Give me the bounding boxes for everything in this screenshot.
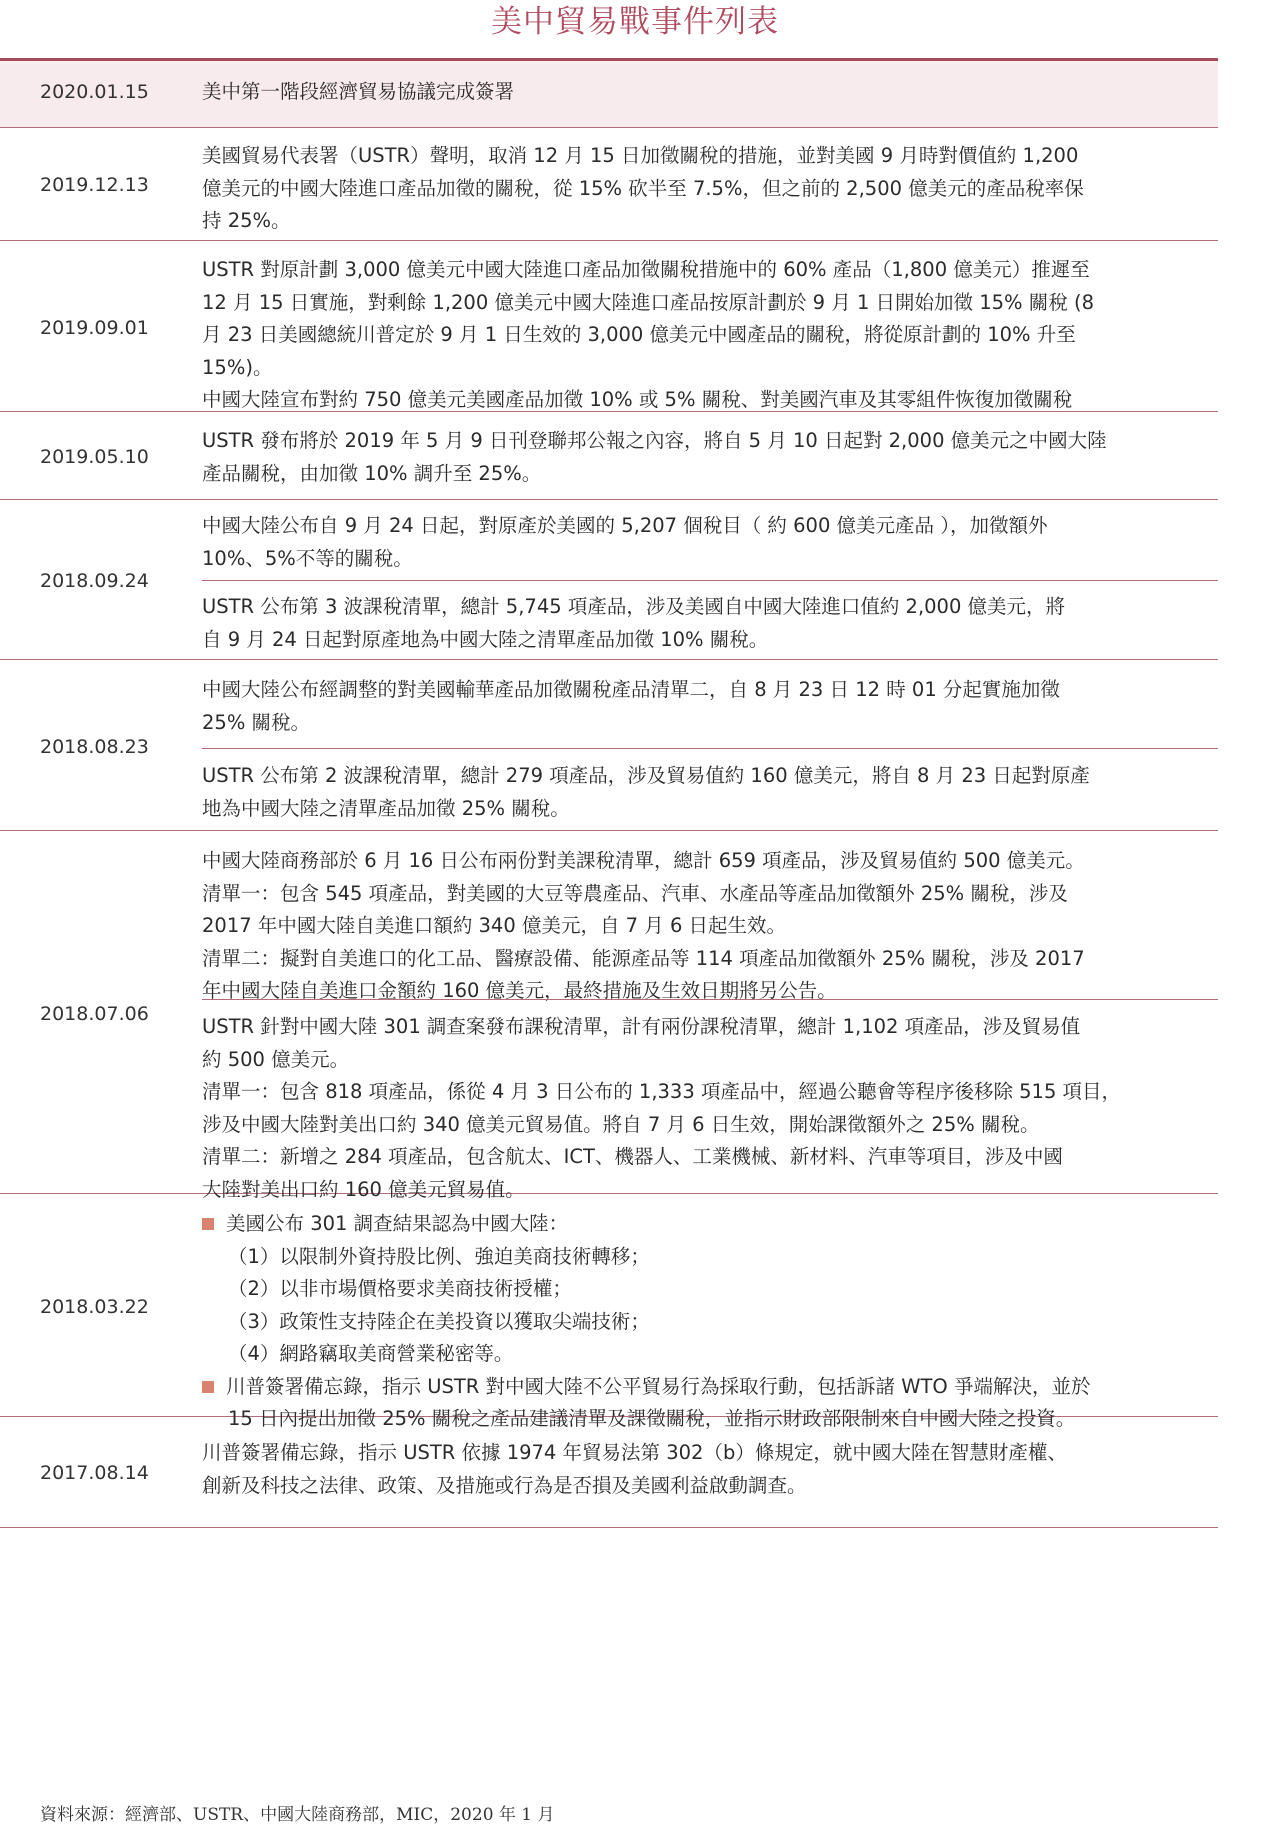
row-line: 月 23 日美國總統川普定於 9 月 1 日生效的 3,000 億美元中國產品的關稅，將從原計劃的 10% 升至: [202, 323, 1076, 346]
row-line: 中國大陸公布自 9 月 24 日起，對原產於美國的 5,207 個稅目（ 約 600 億美元產品 ），加徵額外: [202, 514, 1048, 537]
row-date: 2019.12.13: [40, 174, 149, 196]
row-line: 清單一：包含 545 項產品，對美國的大豆等農產品、汽車、水產品等產品加徵額外 25% 關稅，涉及: [202, 881, 1068, 905]
row-line: 2017 年中國大陸自美進口額約 340 億美元，自 7 月 6 日起生效。: [202, 914, 787, 937]
row-content: [202, 425, 1208, 490]
row-line: 年中國大陸自美進口金額約 160 億美元，最終措施及生效日期將另公告。: [202, 979, 837, 1002]
bullet-text: 美國公布 301 調查結果認為中國大陸：: [226, 1212, 569, 1235]
row-subline: 15 日內提出加徵 25% 關稅之產品建議清單及課徵關稅，並指示財政部限制來自中國大陸之投資。: [228, 1407, 1076, 1430]
page-title: 美中貿易戰事件列表: [491, 4, 779, 40]
row-line: USTR 公布第 2 波課稅清單，總計 279 項產品，涉及貿易值約 160 億美元，將自 8 月 23 日起對原產: [202, 764, 1090, 787]
row-line: 10%、5%不等的關稅。: [202, 546, 413, 570]
table-row: [0, 660, 1218, 831]
row-line: 美國貿易代表署（USTR）聲明，取消 12 月 15 日加徵關稅的措施，並對美國 9 月時對價值約 1,200: [202, 144, 1079, 167]
table-row: [0, 241, 1218, 412]
row-content: [202, 510, 1208, 575]
row-content: [202, 591, 1208, 656]
table-row: [0, 412, 1218, 500]
table-row: [0, 1417, 1218, 1528]
row-content: [202, 1011, 1208, 1206]
row-line: 中國大陸商務部於 6 月 16 日公布兩份對美課稅清單，總計 659 項產品，涉及貿易值約 500 億美元。: [202, 849, 1085, 872]
row-line: 清單二：新增之 284 項產品，包含航太、ICT、機器人、工業機械、新材料、汽車等項目，涉及中國: [202, 1145, 1063, 1168]
row-line: 中國大陸公布經調整的對美國輸華產品加徵關稅產品清單二，自 8 月 23 日 12 時 01 分起實施加徵: [202, 678, 1060, 701]
bullet-item: [202, 1208, 1208, 1241]
row-subline: （4）網路竊取美商營業秘密等。: [228, 1342, 514, 1365]
row-date: 2018.09.24: [40, 570, 149, 592]
row-line: 25% 關稅。: [202, 710, 311, 734]
row-line: USTR 對原計劃 3,000 億美元中國大陸進口產品加徵關稅措施中的 60% 產品（1,800 億美元）推遲至: [202, 258, 1090, 281]
row-content: [202, 674, 1208, 739]
row-subline: （1）以限制外資持股比例、強迫美商技術轉移；: [228, 1244, 650, 1268]
row-line: 億美元的中國大陸進口產品加徵的關稅，從 15% 砍半至 7.5%，但之前的 2,500 億美元的產品稅率保: [202, 176, 1084, 200]
table-row: [0, 831, 1218, 1201]
row-content: [202, 1437, 1208, 1502]
row-content: [202, 140, 1208, 238]
row-text: 美中第一階段經濟貿易協議完成簽署: [202, 80, 515, 103]
row-date: 2018.07.06: [40, 1003, 149, 1025]
row-content: [202, 845, 1208, 1008]
row-line: 川普簽署備忘錄，指示 USTR 依據 1974 年貿易法第 302（b）條規定，就中國大陸在智慧財產權、: [202, 1441, 1067, 1464]
row-date: 2018.03.22: [40, 1296, 149, 1318]
row-line: 大陸對美出口約 160 億美元貿易值。: [202, 1177, 525, 1201]
row-line: 約 500 億美元。: [202, 1047, 350, 1071]
table-row: [0, 128, 1218, 241]
bullet-square-icon: [202, 1381, 214, 1393]
row-line: 自 9 月 24 日起對原產地為中國大陸之清單產品加徵 10% 關稅。: [202, 627, 769, 651]
row-date: 2017.08.14: [40, 1462, 149, 1484]
row-content: [202, 760, 1208, 825]
row-line: 清單一：包含 818 項產品，係從 4 月 3 日公布的 1,333 項產品中，經過公聽會等程序後移除 515 項目，: [202, 1080, 1122, 1103]
row-line: USTR 公布第 3 波課稅清單，總計 5,745 項產品，涉及美國自中國大陸進口值約 2,000 億美元，將: [202, 595, 1066, 618]
row-content: [202, 76, 1208, 109]
bullet-text: 川普簽署備忘錄，指示 USTR 對中國大陸不公平貿易行為採取行動，包括訴諸 WTO 爭端解決，並於: [226, 1374, 1091, 1398]
row-date: 2019.09.01: [40, 317, 149, 339]
table-row: [0, 61, 1218, 128]
bullet-square-icon: [202, 1218, 214, 1230]
row-date: 2018.08.23: [40, 736, 149, 758]
row-line: USTR 針對中國大陸 301 調查案發布課稅清單，計有兩份課稅清單，總計 1,102 項產品，涉及貿易值: [202, 1015, 1081, 1038]
row-line: 涉及中國大陸對美出口約 340 億美元貿易值。將自 7 月 6 日生效，開始課徵額外之 25% 關稅。: [202, 1112, 1040, 1136]
table-row: [0, 500, 1218, 660]
row-line: 12 月 15 日實施，對剩餘 1,200 億美元中國大陸進口產品按原計劃於 9 月 1 日開始加徵 15% 關稅 (8: [202, 290, 1095, 314]
row-content: [202, 1208, 1208, 1436]
row-line: 持 25%。: [202, 209, 291, 232]
row-subline: （2）以非市場價格要求美商技術授權；: [228, 1277, 572, 1300]
row-line: 產品關稅，由加徵 10% 調升至 25%。: [202, 461, 542, 485]
row-subline: （3）政策性支持陸企在美投資以獲取尖端技術；: [228, 1309, 650, 1333]
row-line: 地為中國大陸之清單產品加徵 25% 關稅。: [202, 796, 570, 820]
row-line: 15%)。: [202, 355, 273, 379]
source-note: 資料來源：經濟部、USTR、中國大陸商務部，MIC，2020 年 1 月: [40, 1805, 555, 1825]
row-line: USTR 發布將於 2019 年 5 月 9 日刊登聯邦公報之內容，將自 5 月 10 日起對 2,000 億美元之中國大陸: [202, 429, 1107, 452]
row-divider: [202, 580, 1218, 581]
row-divider: [202, 999, 1218, 1000]
row-content: [202, 254, 1208, 417]
bullet-item: [202, 1371, 1208, 1404]
row-date: 2020.01.15: [40, 81, 149, 103]
row-divider: [202, 748, 1218, 749]
row-line: 清單二：擬對自美進口的化工品、醫療設備、能源產品等 114 項產品加徵額外 25% 關稅，涉及 2017: [202, 946, 1085, 970]
row-line: 創新及科技之法律、政策、及措施或行為是否損及美國利益啟動調查。: [202, 1473, 807, 1497]
table-row: [0, 1194, 1218, 1430]
row-date: 2019.05.10: [40, 446, 149, 468]
row-line: 中國大陸宣布對約 750 億美元美國產品加徵 10% 或 5% 關稅、對美國汽車及其零組件恢復加徵關稅: [202, 388, 1073, 411]
